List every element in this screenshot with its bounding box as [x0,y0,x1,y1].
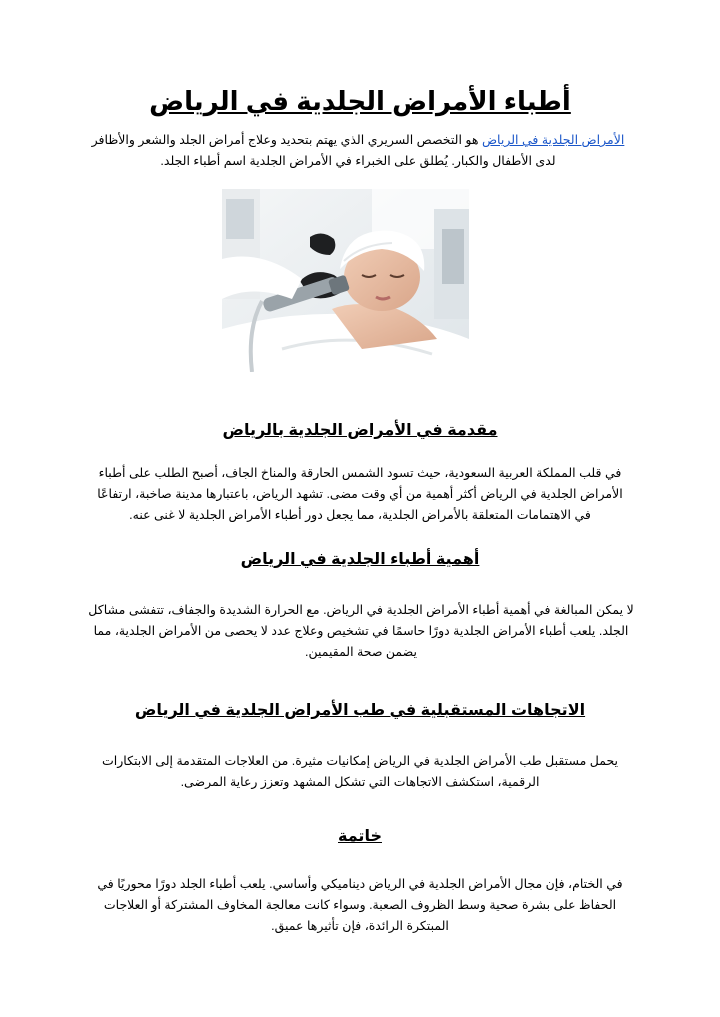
section-body-intro: في قلب المملكة العربية السعودية، حيث تسود الشمس الحارقة والمناخ الجاف، أصبح الطلب على أطباء الأمراض الجلدية في الرياض أكثر أهمية من أي وقت مضى. تشهد الرياض، باعتبارها مدينة صاخبة، ارتفاعًا في الاهتمامات المتعلقة بالأمراض الجلدية، مما يجعل دور أطباء الأمراض الجلدية لا غنى عنه. [97,466,623,522]
section-body-conclusion: في الختام، فإن مجال الأمراض الجلدية في الرياض ديناميكي وأساسي. يلعب أطباء الجلد دورًا محوريًا في الحفاظ على بشرة صحية وسط الظروف الصعبة. وسواء كانت معالجة المخاوف المشتركة أو العلاجات المبتكرة الرائدة، فإن تأثيرها عميق. [97,877,623,933]
section-body-future-trends: يحمل مستقبل طب الأمراض الجلدية في الرياض إمكانيات مثيرة. من العلاجات المتقدمة إلى الابتكارات الرقمية، استكشف الاتجاهات التي تشكل المشهد وتعزز رعاية المرضى. [101,754,619,789]
intro-link[interactable]: الأمراض الجلدية في الرياض [481,133,625,147]
section-heading-importance: أهمية أطباء الجلدية في الرياض [240,551,480,568]
section-heading-future-trends: الاتجاهات المستقبلية في طب الأمراض الجلدية في الرياض [134,702,586,719]
intro-text: هو التخصص السريري الذي يهتم بتحديد وعلاج أمراض الجلد والشعر والأظافر لدى الأطفال والكبار. يُطلق على الخبراء في الأمراض الجلدية اسم أطباء الجلد. [91,133,556,168]
intro-paragraph [88,130,628,172]
section-heading-intro: مقدمة في الأمراض الجلدية بالرياض [222,422,498,439]
page-title: أطباء الأمراض الجلدية في الرياض [149,86,571,116]
skin-treatment-photo [222,189,469,372]
section-body-importance: لا يمكن المبالغة في أهمية أطباء الأمراض الجلدية في الرياض. مع الحرارة الشديدة والجفاف، تتفشى مشاكل الجلد. يلعب أطباء الأمراض الجلدية دورًا حاسمًا في تشخيص وعلاج عدد لا يحصى من الأمراض الجلدية، مما يضمن صحة المقيمين. [88,603,634,659]
section-heading-conclusion: خاتمة [338,828,382,845]
